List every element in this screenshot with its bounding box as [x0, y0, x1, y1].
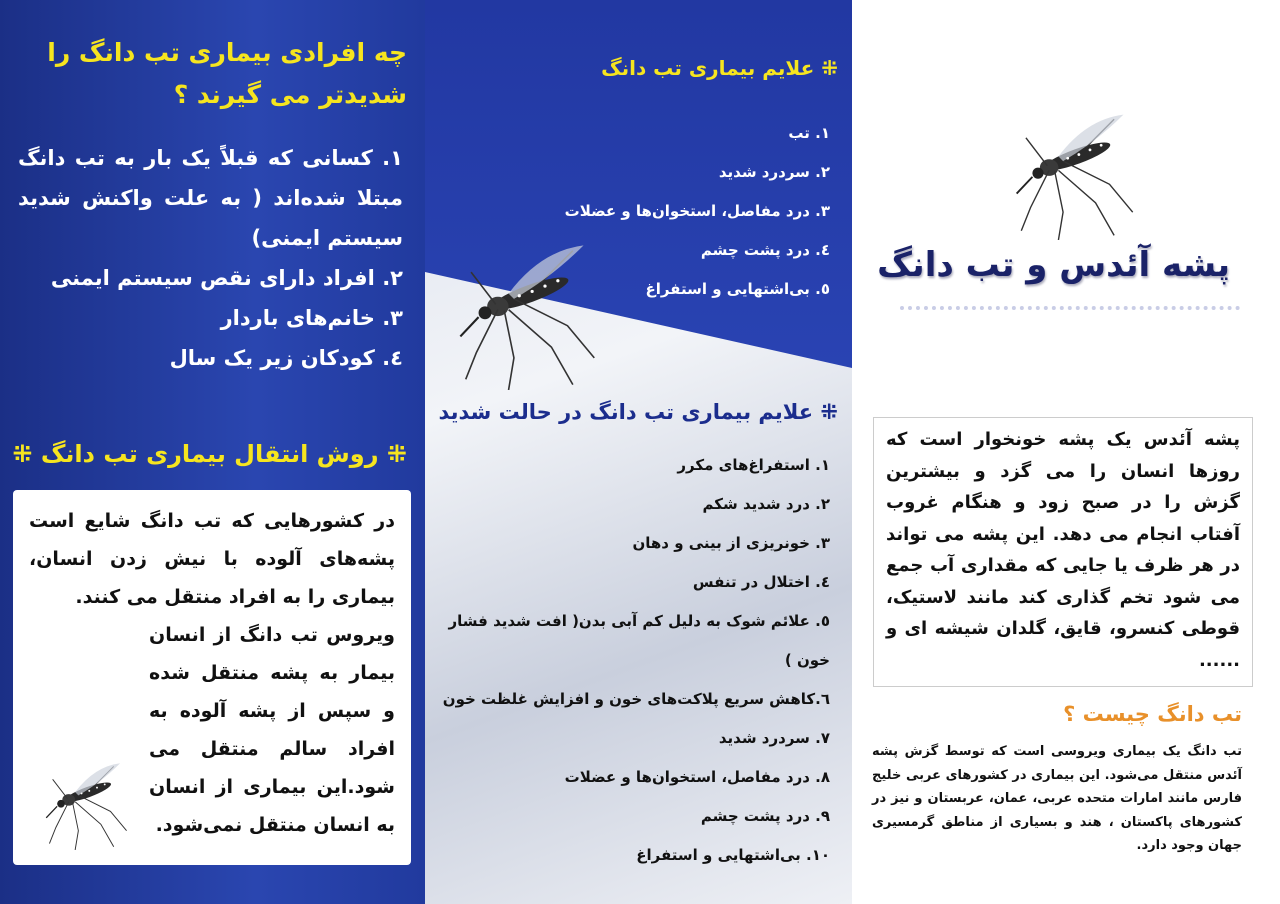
list-item: ٤. اختلال در تنفس — [692, 573, 830, 591]
list-item: ۳. خونریزی از بینی و دهان — [632, 534, 830, 552]
severe-symptoms-title — [438, 400, 838, 424]
panel-left — [0, 0, 425, 904]
list-item: ٦.کاهش سریع پلاکت‌های خون و افزایش غلظت خون — [442, 690, 830, 708]
risk-groups-list — [18, 138, 403, 378]
list-item: ۲. افراد دارای نقص سیستم ایمنی — [50, 266, 403, 290]
ornament-icon: ⁜ — [386, 440, 407, 468]
dotted-divider — [900, 306, 1240, 310]
what-is-dengue-text: تب دانگ یک بیماری ویروسی است که توسط گزش پشه آئدس منتقل می‌شود. این بیماری در کشورهای عربی خلیج فارس مانند امارات متحده عربی، عمان، عربستان و نیز در کشورهای پاکستان ، هند و بسیاری از مناطق گرمسیری جهان وجود دارد. — [872, 744, 1242, 853]
list-item: ٥. بی‌اشتهایی و استفراغ — [645, 280, 830, 298]
transmission-title-text: روش انتقال بیماری تب دانگ — [40, 440, 379, 468]
list-item: ۲. درد شدید شکم — [702, 495, 830, 513]
list-item: ۳. خانم‌های باردار — [220, 306, 403, 330]
list-item: ۱۰. بی‌اشتهایی و استفراغ — [636, 846, 830, 864]
list-item: ٥. علائم شوک به دلیل کم آبی بدن( افت شدید فشار خون ) — [448, 612, 830, 669]
list-item: ۱. کسانی که قبلاً یک بار به تب دانگ مبتلا شده‌اند ( به علت واکنش شدید سیستم ایمنی) — [18, 146, 403, 250]
aedes-description: پشه آئدس یک پشه خونخوار است که روزها انسان را می گزد و بیشترین گزش را در صبح زود و هنگام غروب آفتاب انجام می دهد. این پشه می تواند در هر ظرف یا جایی که مقداری آب جمع می شود تخم گذاری کند مانند لاستیک، قوطی کنسرو، قایق، گلدان شیشه ای و ...... — [873, 417, 1253, 687]
transmission-box — [13, 490, 411, 865]
symptoms-title — [601, 56, 838, 80]
mosquito-icon — [33, 760, 143, 850]
ornament-icon: ⁜ — [820, 400, 838, 424]
transmission-paragraph: در کشورهایی که تب دانگ شایع است پشه‌های آلوده با نیش زدن انسان، بیماری را به افراد منتقل می کنند. — [29, 510, 395, 608]
transmission-title — [12, 440, 407, 468]
what-is-dengue-title: تب دانگ چیست ؟ — [1063, 702, 1242, 726]
transmission-paragraph: ویروس تب دانگ از انسان بیمار به پشه منتقل شده و سپس از پشه آلوده به افراد سالم منتقل می شود.این بیماری از انسان به انسان منتقل نمی‌شود. — [149, 624, 395, 836]
symptoms-title-text: علایم بیماری تب دانگ — [601, 56, 815, 80]
ornament-icon: ⁜ — [821, 56, 838, 80]
list-item: ۱. استفراغ‌های مکرر — [677, 456, 830, 474]
severe-risk-title: چه افرادی بیماری تب دانگ را شدیدتر می گیرند ؟ — [47, 38, 407, 109]
brochure-title: پشه آئدس و تب دانگ — [877, 245, 1230, 285]
mosquito-icon — [440, 240, 620, 390]
mosquito-icon — [1002, 110, 1152, 240]
severe-symptoms-list — [440, 446, 830, 875]
list-item: ۳. درد مفاصل، استخوان‌ها و عضلات — [564, 202, 830, 220]
list-item: ۱. تب — [788, 124, 830, 142]
severe-symptoms-title-text: علایم بیماری تب دانگ در حالت شدید — [438, 400, 814, 424]
list-item: ۲. سردرد شدید — [718, 163, 830, 181]
ornament-icon: ⁜ — [12, 440, 33, 468]
panel-right — [852, 0, 1280, 904]
list-item: ۷. سردرد شدید — [718, 729, 830, 747]
list-item: ۹. درد پشت چشم — [700, 807, 830, 825]
list-item: ٤. درد پشت چشم — [700, 241, 830, 259]
list-item: ٤. کودکان زیر یک سال — [169, 346, 403, 370]
panel-middle — [425, 0, 852, 904]
list-item: ۸. درد مفاصل، استخوان‌ها و عضلات — [564, 768, 830, 786]
